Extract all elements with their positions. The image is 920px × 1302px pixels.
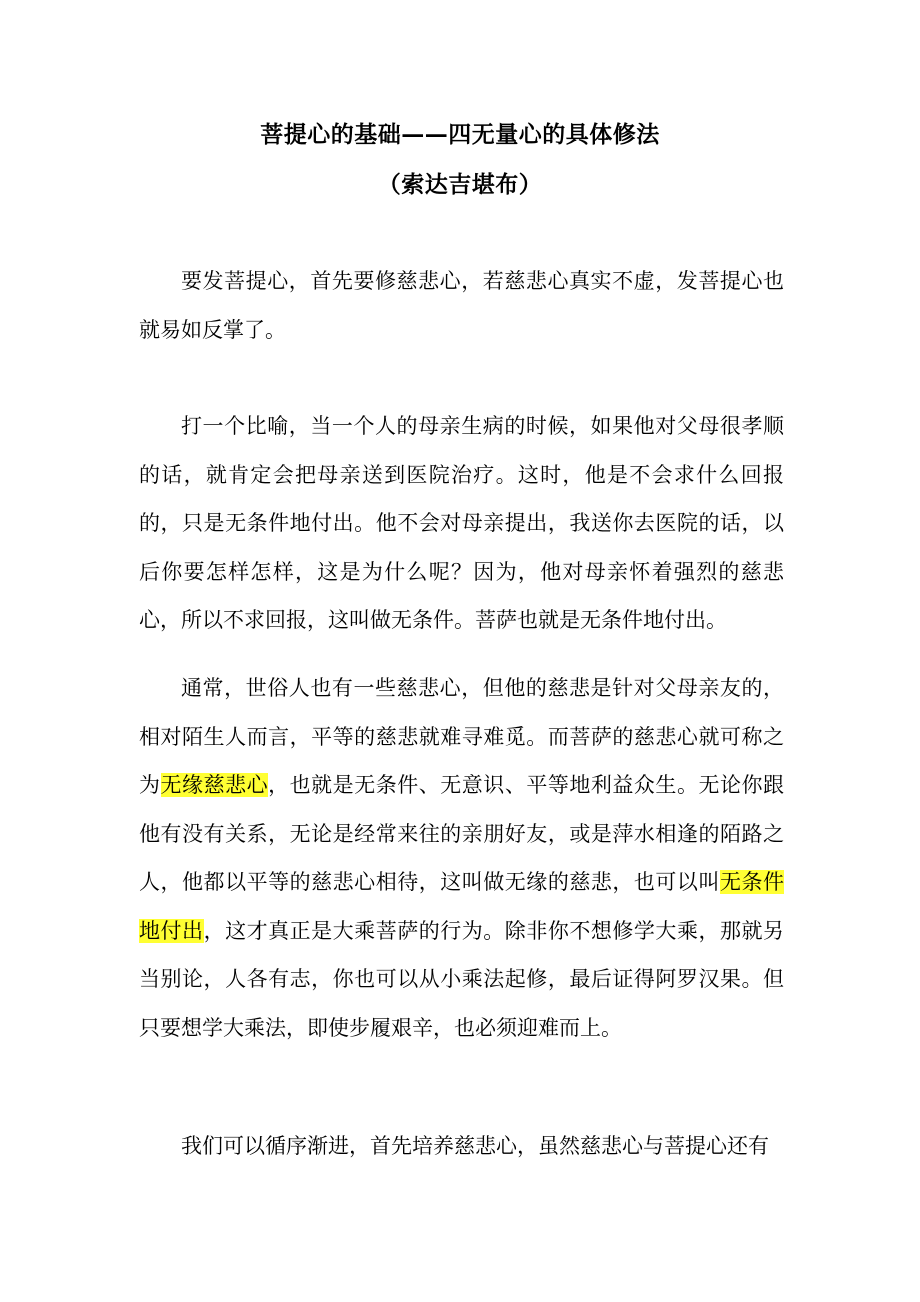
- paragraph-4: [139, 1122, 784, 1171]
- paragraph-text: 通常，世俗人也有一些慈悲心，但他的慈悲是针对父母亲友的，相对陌生人而言，平等的慈悲就难寻难觅。而菩萨的慈悲心就可称之为: [139, 676, 784, 797]
- highlighted-text: 无条件地付出: [139, 870, 785, 943]
- paragraph-text: ，也就是无条件、无意识、平等地利益众生。无论你跟他有没有关系，无论是经常来往的亲朋好友，或是萍水相逢的陌路之人，他都以平等的慈悲心相待，这叫做无缘的慈悲，也可以叫: [139, 773, 785, 894]
- paragraph-1: [139, 257, 784, 354]
- document-author: （索达吉堪布）: [377, 171, 543, 198]
- paragraph-2: [139, 402, 784, 645]
- document-title: 菩提心的基础——四无量心的具体修法: [260, 121, 660, 148]
- highlighted-text: 无缘慈悲心: [160, 773, 269, 797]
- paragraph-text: ，这才真正是大乘菩萨的行为。除非你不想修学大乘，那就另当别论，人各有志，你也可以从小乘法起修，最后证得阿罗汉果。但只要想学大乘法，即使步履艰辛，也必须迎难而上。: [139, 918, 785, 1040]
- paragraph-text: 打一个比喻，当一个人的母亲生病的时候，如果他对父母很孝顺的话，就肯定会把母亲送到医院治疗。这时，他是不会求什么回报的，只是无条件地付出。他不会对母亲提出，我送你去医院的话，以后你要怎样怎样，这是为什么呢？因为，他对母亲怀着强烈的慈悲心，所以不求回报，这叫做无条件。菩萨也就是无条件地付出。: [139, 414, 784, 632]
- paragraph-text: 要发菩提心，首先要修慈悲心，若慈悲心真实不虚，发菩提心也就易如反掌了。: [139, 269, 784, 342]
- paragraph-3: [139, 664, 784, 1052]
- paragraph-text: 我们可以循序渐进，首先培养慈悲心，虽然慈悲心与菩提心还有: [181, 1134, 769, 1158]
